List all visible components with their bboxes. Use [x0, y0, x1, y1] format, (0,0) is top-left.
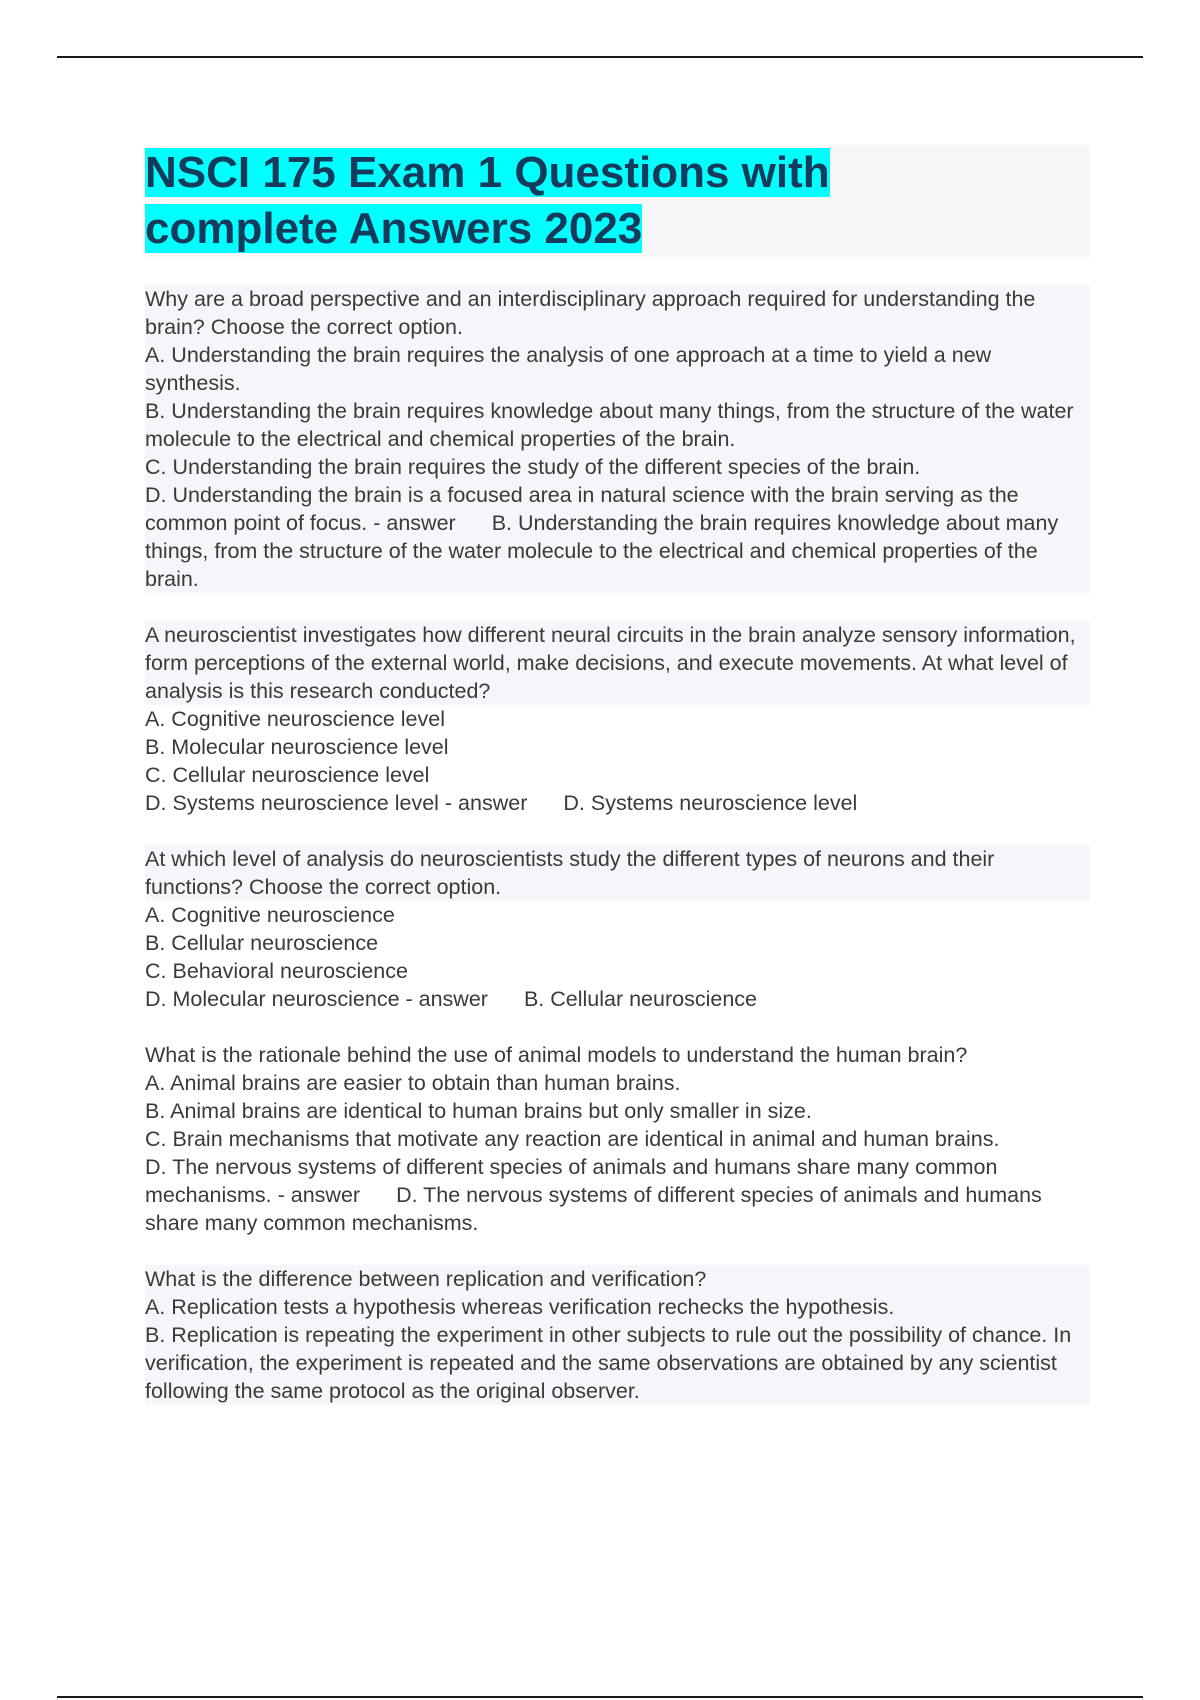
option-a: A. Understanding the brain requires the analysis of one approach at a time to yield a new synthesis. [145, 341, 1090, 397]
option-a: A. Animal brains are easier to obtain than human brains. [145, 1071, 681, 1095]
option-c: C. Understanding the brain requires the study of the different species of the brain. [145, 453, 1090, 481]
title-line-2: complete Answers 2023 [145, 204, 643, 253]
option-a: A. Replication tests a hypothesis whereas verification rechecks the hypothesis. [145, 1293, 1090, 1321]
option-c: C. Brain mechanisms that motivate any reaction are identical in animal and human brains. [145, 1127, 1000, 1151]
question-stem: A neuroscientist investigates how different neural circuits in the brain analyze sensory information, form perceptions of the external world, make decisions, and execute movements. At what level of analysis is this research conducted? [145, 621, 1090, 705]
answer-text: B. Understanding the brain requires knowledge about many things, from the structure of the water molecule to the electrical and chemical properties of the brain. [145, 511, 1059, 591]
option-b: B. Cellular neuroscience [145, 931, 379, 955]
option-d: D. Systems neuroscience level - answer [145, 791, 528, 815]
option-c: C. Cellular neuroscience level [145, 763, 430, 787]
question-block [145, 1041, 1090, 1237]
option-b: B. Replication is repeating the experiment in other subjects to rule out the possibility of chance. In verification, the experiment is repeated and the same observations are obtained by any scientist following the same protocol as the original observer. [145, 1321, 1090, 1405]
option-a: A. Cognitive neuroscience level [145, 707, 445, 731]
option-d-with-answer [145, 789, 1090, 817]
top-rule [57, 56, 1143, 58]
option-d-with-answer [145, 481, 1090, 593]
title-block [145, 145, 1090, 257]
option-d-with-answer [145, 985, 1090, 1013]
answer-text: D. Systems neuroscience level [563, 791, 858, 815]
question-block [145, 1265, 1090, 1405]
option-d: D. The nervous systems of different species of animals and humans share many common mechanisms. - answer [145, 1155, 998, 1207]
question-stem: Why are a broad perspective and an interdisciplinary approach required for understanding the brain? Choose the correct option. [145, 285, 1090, 341]
question-stem: What is the difference between replication and verification? [145, 1265, 1090, 1293]
option-a: A. Cognitive neuroscience [145, 903, 395, 927]
document-title [145, 148, 830, 253]
question-block [145, 621, 1090, 817]
answer-text: B. Cellular neuroscience [523, 987, 757, 1011]
option-b: B. Molecular neuroscience level [145, 735, 449, 759]
option-d-with-answer [145, 1153, 1090, 1237]
option-b: B. Animal brains are identical to human brains but only smaller in size. [145, 1099, 812, 1123]
question-block [145, 845, 1090, 1013]
document-body [145, 145, 1090, 1433]
bottom-rule [57, 1696, 1143, 1698]
question-stem: At which level of analysis do neuroscientists study the different types of neurons and their functions? Choose the correct option. [145, 845, 1090, 901]
question-block [145, 285, 1090, 593]
option-c: C. Behavioral neuroscience [145, 959, 408, 983]
answer-text: D. The nervous systems of different species of animals and humans share many common mechanisms. [145, 1183, 1042, 1235]
option-d: D. Understanding the brain is a focused area in natural science with the brain serving as the common point of focus. - answer [145, 483, 1019, 535]
option-d: D. Molecular neuroscience - answer [145, 987, 488, 1011]
option-b: B. Understanding the brain requires knowledge about many things, from the structure of the water molecule to the electrical and chemical properties of the brain. [145, 397, 1090, 453]
question-stem: What is the rationale behind the use of animal models to understand the human brain? [145, 1043, 968, 1067]
title-line-1: NSCI 175 Exam 1 Questions with [145, 148, 830, 197]
